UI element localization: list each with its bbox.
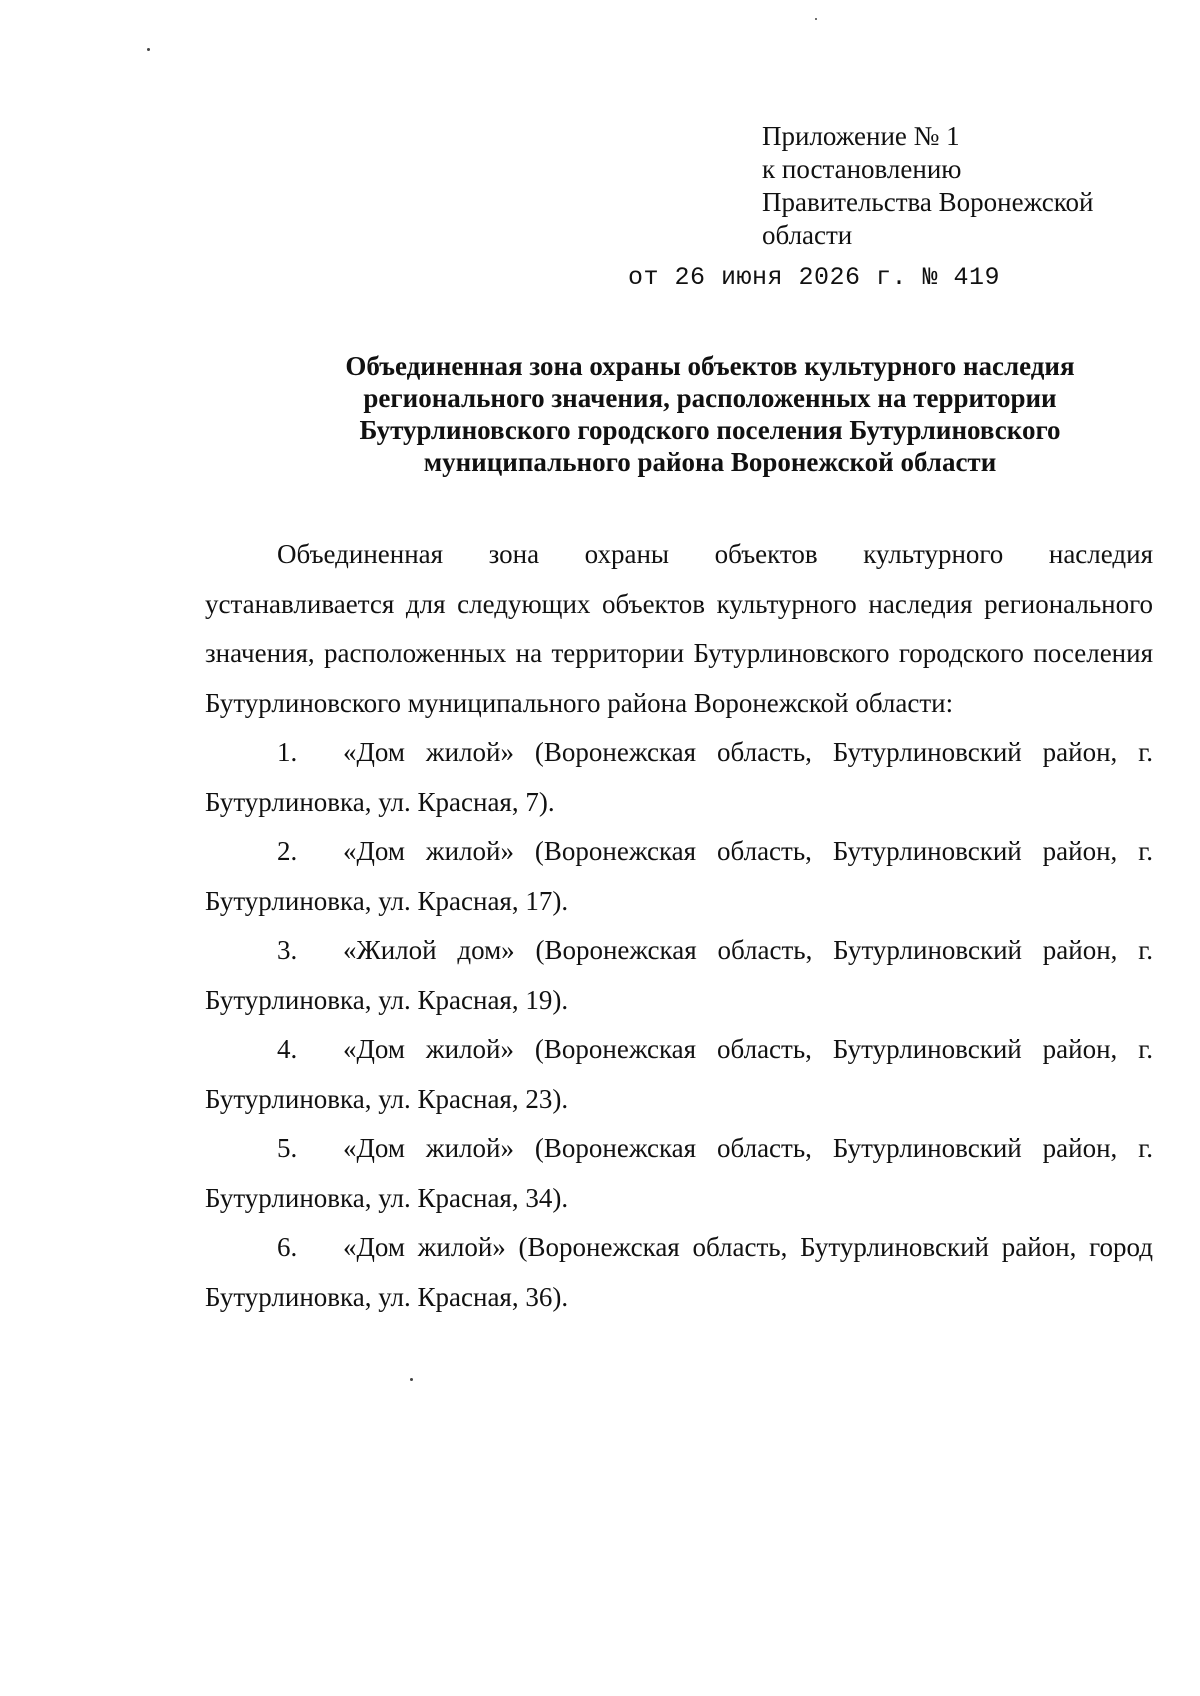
scan-speck <box>815 18 817 20</box>
list-item-text: «Дом жилой» (Воронежская область, Бутурлиновский район, г. Бутурлиновка, ул. Красная, 34). <box>205 1133 1153 1213</box>
list-item <box>205 1025 1153 1124</box>
list-item-text: «Дом жилой» (Воронежская область, Бутурлиновский район, город Бутурлиновка, ул. Красная, 36). <box>205 1232 1153 1312</box>
list-item <box>205 728 1153 827</box>
list-item-number: 2. <box>277 836 298 866</box>
list-item-number: 6. <box>277 1232 298 1262</box>
intro-paragraph: Объединенная зона охраны объектов культурного наследия устанавливается для следующих объектов культурного наследия регионального значения, расположенных на территории Бутурлиновского городского поселения Бутурлиновского муниципального района Воронежской области: <box>205 539 1153 718</box>
appendix-authority: Правительства Воронежской <box>762 187 1094 217</box>
title-line: регионального значения, расположенных на территории <box>363 383 1057 413</box>
list-item-text: «Дом жилой» (Воронежская область, Бутурлиновский район, г. Бутурлиновка, ул. Красная, 7). <box>205 737 1153 817</box>
list-item-text: «Дом жилой» (Воронежская область, Бутурлиновский район, г. Бутурлиновка, ул. Красная, 23). <box>205 1034 1153 1114</box>
list-item-text: «Жилой дом» (Воронежская область, Бутурлиновский район, г. Бутурлиновка, ул. Красная, 19). <box>205 935 1153 1015</box>
scan-speck <box>410 1378 413 1381</box>
list-item-number: 1. <box>277 737 298 767</box>
appendix-reference: к постановлению <box>762 154 962 184</box>
list-item-number: 5. <box>277 1133 298 1163</box>
list-item-number: 4. <box>277 1034 298 1064</box>
list-item-number: 3. <box>277 935 298 965</box>
document-body <box>205 530 1153 1322</box>
scan-speck <box>147 48 150 51</box>
appendix-region: области <box>762 220 853 250</box>
appendix-header <box>762 120 1182 252</box>
title-line: муниципального района Воронежской области <box>423 447 997 477</box>
title-line: Объединенная зона охраны объектов культурного наследия <box>345 351 1075 381</box>
appendix-number: Приложение № 1 <box>762 121 960 151</box>
list-item <box>205 1124 1153 1223</box>
list-item-text: «Дом жилой» (Воронежская область, Бутурлиновский район, г. Бутурлиновка, ул. Красная, 17). <box>205 836 1153 916</box>
list-item <box>205 1223 1153 1322</box>
title-line: Бутурлиновского городского поселения Бутурлиновского <box>359 415 1061 445</box>
list-item <box>205 926 1153 1025</box>
list-item <box>205 827 1153 926</box>
decree-date-number: от 26 июня 2026 г. № 419 <box>628 263 1001 292</box>
document-title <box>260 350 1160 478</box>
